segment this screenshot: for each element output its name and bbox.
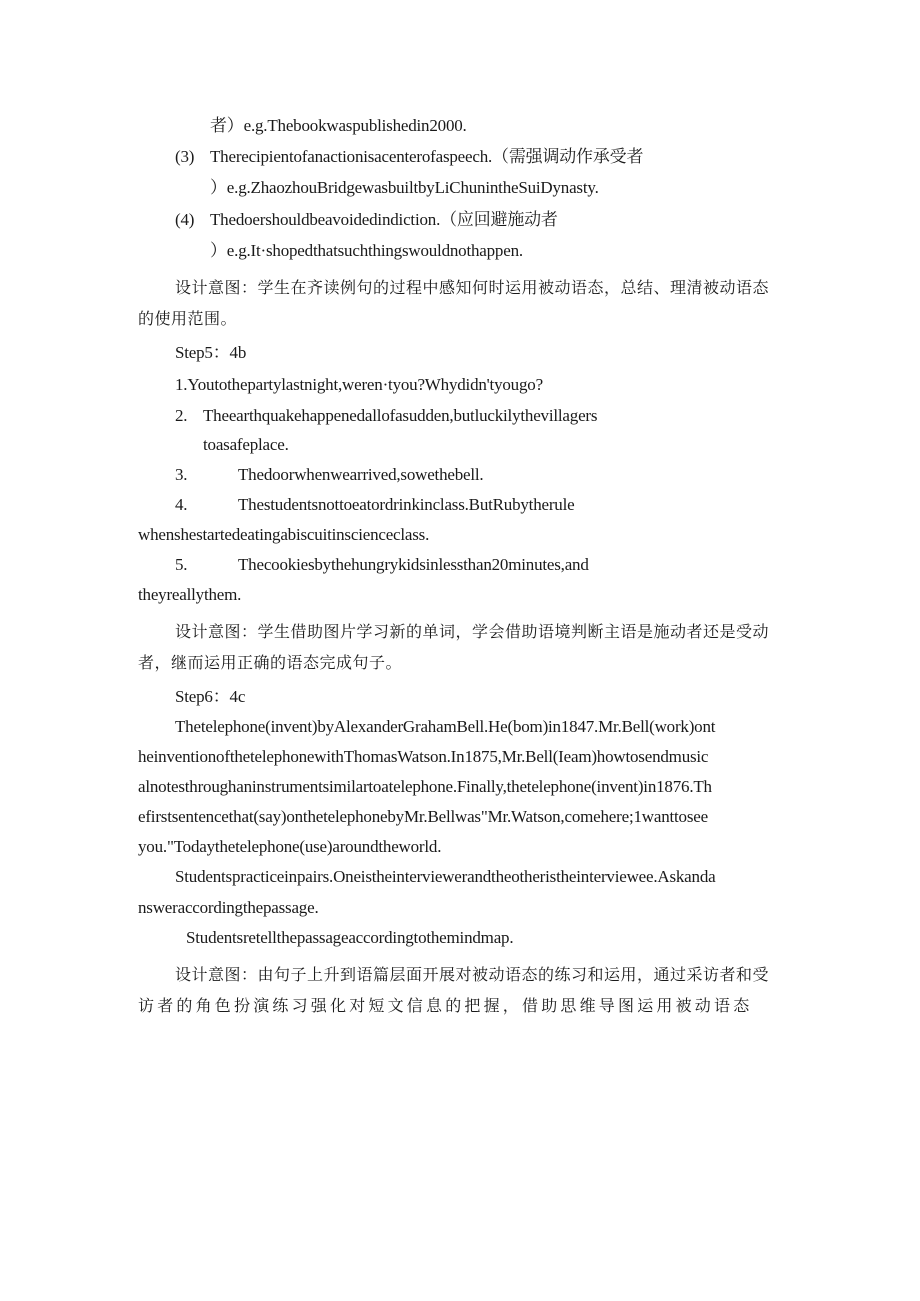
- example-line-2000: 者）e.g.Thebookwaspublishedin2000.: [210, 116, 467, 135]
- rule-avoid-doer: Thedoershouldbeavoidedindiction.（应回避施动者: [210, 210, 558, 229]
- exercise-number-2: 2.: [175, 406, 188, 425]
- pair-practice-line: Studentspracticeinpairs.Oneistheinterviewerandtheotheristheinterviewee.Askanda: [175, 867, 716, 886]
- pair-practice-line-cont: nsweraccordingthepassage.: [138, 898, 319, 917]
- exercise-number-3: 3.: [175, 465, 188, 484]
- passage-line-1: Thetelephone(invent)byAlexanderGrahamBell.He(bom)in1847.Mr.Bell(work)ont: [175, 717, 716, 736]
- exercise-5-cont: theyreallythem.: [138, 585, 242, 604]
- exercise-5: Thecookiesbythehungrykidsinlessthan20minutes,and: [238, 555, 589, 574]
- design-intent-2: 设计意图：学生借助图片学习新的单词，学会借助语境判断主语是施动者还是受动: [175, 622, 770, 641]
- step6-heading: Step6：4c: [175, 687, 246, 706]
- example-line-hoped: ）e.g.It·shopedthatsuchthingswouldnothappen.: [210, 241, 523, 260]
- exercise-2: Theearthquakehappenedallofasudden,butluckilythevillagers: [203, 406, 598, 425]
- exercise-1: 1.Youtothepartylastnight,weren·tyou?Whydidn'tyougo?: [175, 375, 543, 394]
- exercise-number-5: 5.: [175, 555, 188, 574]
- exercise-number-4: 4.: [175, 495, 188, 514]
- exercise-4-cont: whenshestartedeatingabiscuitinscienceclass.: [138, 525, 430, 544]
- list-number-3: (3): [175, 147, 195, 166]
- example-line-zhaozhou: ）e.g.ZhaozhouBridgewasbuiltbyLiChunintheSuiDynasty.: [210, 178, 599, 197]
- passage-line-4: efirstsentencethat(say)onthetelephonebyMr.Bellwas"Mr.Watson,comehere;1wanttosee: [138, 807, 708, 826]
- list-number-4: (4): [175, 210, 195, 229]
- passage-line-3: alnotesthroughaninstrumentsimilartoatelephone.Finally,thetelephone(invent)in1876.Th: [138, 777, 712, 796]
- rule-recipient-center: Therecipientofanactionisacenterofaspeech.（需强调动作承受者: [210, 147, 644, 166]
- design-intent-3: 设计意图：由句子上升到语篇层面开展对被动语态的练习和运用，通过采访者和受: [175, 965, 770, 984]
- exercise-3: Thedoorwhenwearrived,sowethebell.: [238, 465, 484, 484]
- exercise-4: Thestudentsnottoeatordrinkinclass.ButRubytherule: [238, 495, 575, 514]
- retell-line: Studentsretellthepassageaccordingtothemindmap.: [186, 928, 514, 947]
- passage-line-5: you."Todaythetelephone(use)aroundtheworld.: [138, 837, 442, 856]
- passage-line-2: heinventionofthetelephonewithThomasWatson.In1875,Mr.Bell(Ieam)howtosendmusic: [138, 747, 709, 766]
- design-intent-2-cont: 者，继而运用正确的语态完成句子。: [138, 653, 403, 672]
- design-intent-1: 设计意图：学生在齐读例句的过程中感知何时运用被动语态，总结、理清被动语态: [175, 278, 770, 297]
- step5-heading: Step5：4b: [175, 343, 247, 362]
- design-intent-3-cont: 访者的角色扮演练习强化对短文信息的把握，借助思维导图运用被动语态: [138, 996, 753, 1015]
- exercise-2-cont: toasafeplace.: [203, 435, 289, 454]
- design-intent-1-cont: 的使用范围。: [138, 309, 238, 328]
